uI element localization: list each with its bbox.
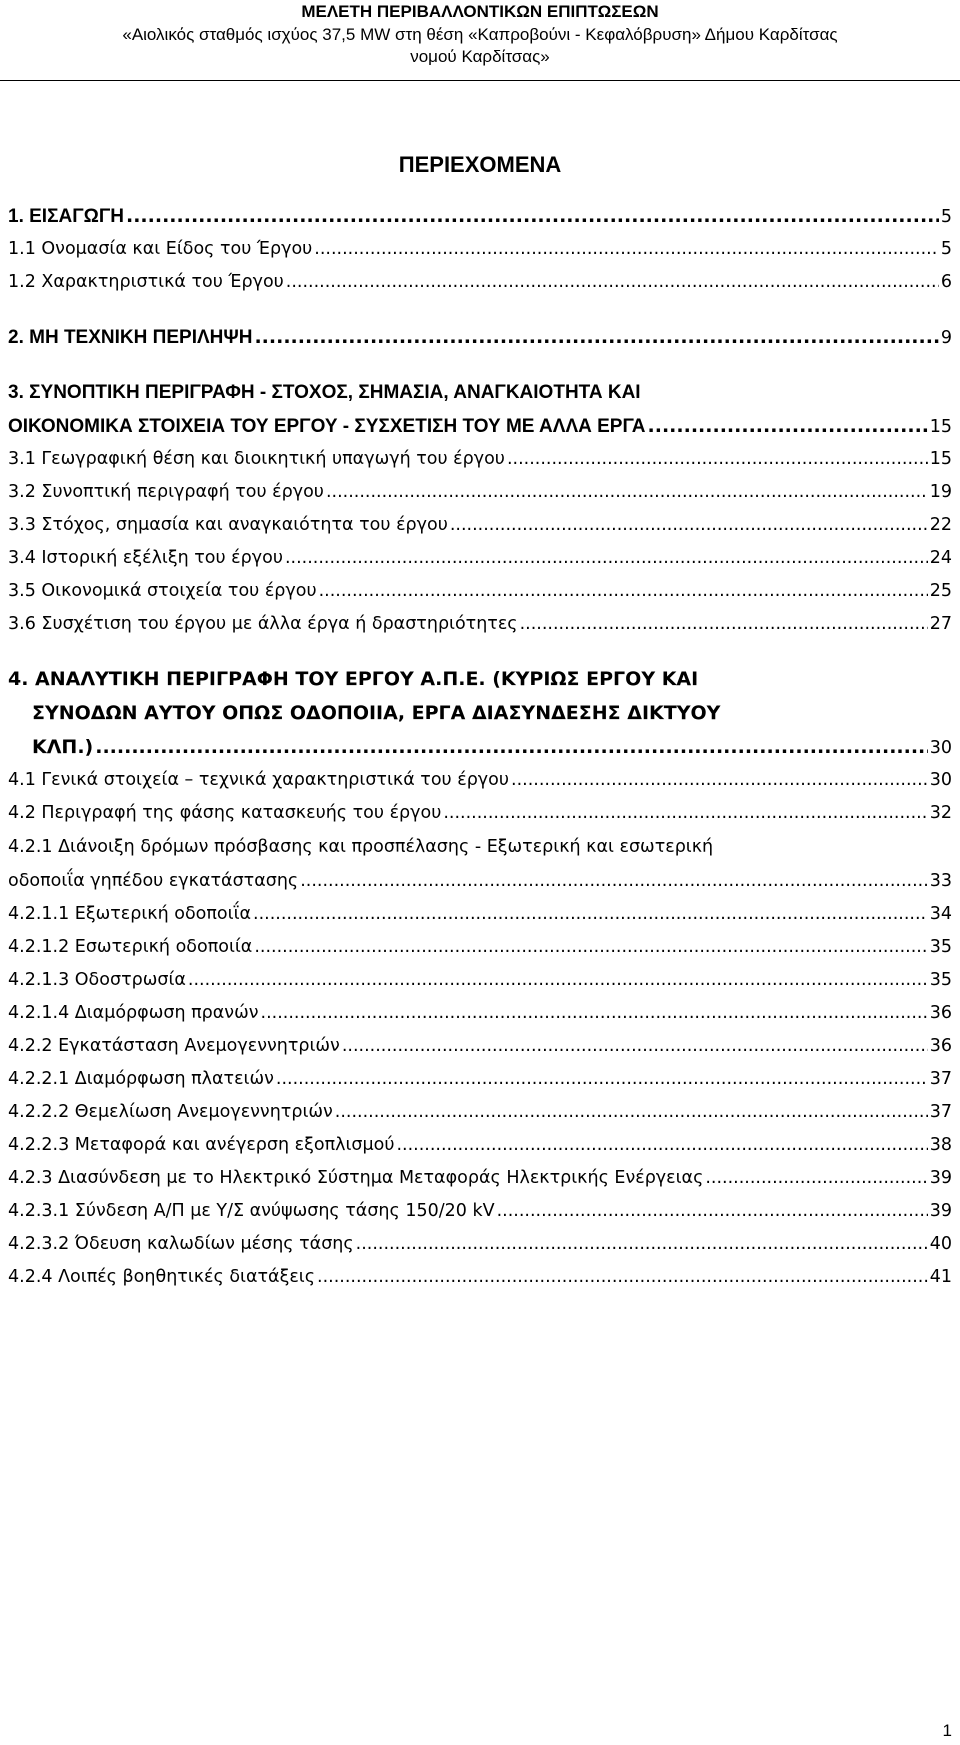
toc-entry[interactable]: [8, 542, 952, 575]
toc-entry[interactable]: [8, 931, 952, 964]
toc-entry-label: 3.3 Στόχος, σημασία και αναγκαιότητα του έργου: [8, 515, 448, 535]
toc-entry-page: 6: [940, 272, 952, 292]
toc-entry-label: 4.2.3 Διασύνδεση με το Ηλεκτρικό Σύστημα Μεταφοράς Ηλεκτρικής Ενέργειας: [8, 1168, 704, 1188]
toc-entry-page: 19: [929, 482, 952, 502]
toc-entry[interactable]: [8, 797, 952, 830]
toc-entry[interactable]: [8, 509, 952, 542]
toc-entry-page: 36: [929, 1003, 952, 1023]
toc-entry[interactable]: [8, 1096, 952, 1129]
toc-entry-page: 36: [929, 1036, 952, 1056]
toc-entry-label: 4.2.4 Λοιπές βοηθητικές διατάξεις: [8, 1267, 315, 1287]
toc-leader: [326, 476, 928, 509]
header-subtitle-cont: νομού Καρδίτσας»: [410, 47, 550, 66]
toc-leader: [705, 1162, 927, 1195]
toc-entry-page: 30: [929, 738, 952, 758]
toc-leader: [261, 997, 928, 1030]
toc-leader: [254, 931, 927, 964]
toc-leader: [648, 410, 928, 443]
toc-leader: [254, 321, 938, 354]
toc-leader: [314, 233, 939, 266]
toc-leader: [450, 509, 928, 542]
header-subtitle: «Αιολικός σταθμός ισχύος 37,5 MW στη θέση «Καπροβούνι - Κεφαλόβρυση» Δήμου Καρδίτσας: [122, 25, 838, 44]
toc-entry-page: 37: [929, 1069, 952, 1089]
toc-entry-page: 25: [929, 581, 952, 601]
toc-entry-page: 40: [929, 1234, 952, 1254]
toc-entry[interactable]: [8, 233, 952, 266]
toc-entry-page: 5: [940, 239, 952, 259]
toc-entry[interactable]: [8, 200, 952, 234]
toc-entry-page: 15: [929, 449, 952, 469]
toc-entry[interactable]: [8, 1030, 952, 1063]
toc-entry-label: 4.2 Περιγραφή της φάσης κατασκευής του έργου: [8, 803, 442, 823]
toc-entry-label: 4.2.2.1 Διαμόρφωση πλατειών: [8, 1069, 274, 1089]
document-header: [0, 0, 960, 81]
toc-entry-page: 30: [929, 770, 952, 790]
toc-entry-page: 39: [929, 1168, 952, 1188]
toc-leader: [319, 575, 928, 608]
toc-entry[interactable]: [8, 266, 952, 299]
toc-leader: [497, 1195, 928, 1228]
toc-entry[interactable]: [8, 764, 952, 797]
toc-entry[interactable]: [8, 997, 952, 1030]
toc-leader: [396, 1129, 927, 1162]
toc-entry-label: 4.2.1.3 Οδοστρωσία: [8, 970, 186, 990]
toc-entry-page: 22: [929, 515, 952, 535]
toc-entry[interactable]: [8, 1228, 952, 1261]
toc-entry-label: οδοποιΐα γηπέδου εγκατάστασης: [8, 871, 299, 891]
toc-entry-label: 4.2.2.3 Μεταφορά και ανέγερση εξοπλισμού: [8, 1135, 395, 1155]
toc-entry-line[interactable]: 4.2.1 Διάνοιξη δρόμων πρόσβασης και προσπέλασης - Εξωτερική και εσωτερική: [8, 837, 714, 857]
toc-entry[interactable]: [8, 898, 952, 931]
toc-entry-label: ΚΛΠ.): [32, 736, 94, 758]
toc-entry[interactable]: [8, 476, 952, 509]
toc-leader: [253, 898, 928, 931]
toc-leader: [300, 865, 928, 898]
toc-entry-label: 4.2.2.2 Θεμελίωση Ανεμογεννητριών: [8, 1102, 333, 1122]
toc-entry-label: 4.2.1.4 Διαμόρφωση πρανών: [8, 1003, 259, 1023]
toc-leader: [520, 608, 928, 641]
toc-entry[interactable]: [8, 608, 952, 641]
toc-entry-label: 3.2 Συνοπτική περιγραφή του έργου: [8, 482, 324, 502]
toc-entry-label: ΟΙΚΟΝΟΜΙΚΑ ΣΤΟΙΧΕΙΑ ΤΟΥ ΕΡΓΟΥ - ΣΥΣΧΕΤΙΣΗ ΤΟΥ ΜΕ ΑΛΛΑ ΕΡΓΑ: [8, 416, 646, 437]
toc-leader: [356, 1228, 928, 1261]
toc-leader: [188, 964, 928, 997]
header-title: ΜΕΛΕΤΗ ΠΕΡΙΒΑΛΛΟΝΤΙΚΩΝ ΕΠΙΠΤΩΣΕΩΝ: [301, 2, 659, 21]
toc-entry[interactable]: [8, 1162, 952, 1195]
toc-entry-label: 4.2.2 Εγκατάσταση Ανεμογεννητριών: [8, 1036, 340, 1056]
toc-entry-label: 4.2.3.1 Σύνδεση Α/Π με Υ/Σ ανύψωσης τάσης 150/20 kV: [8, 1201, 495, 1221]
toc-entry-page: 35: [929, 970, 952, 990]
toc-entry-page: 15: [929, 417, 952, 437]
toc-entry-page: 27: [929, 614, 952, 634]
toc-entry[interactable]: [8, 575, 952, 608]
toc-entry-label: 1.2 Χαρακτηριστικά του Έργου: [8, 272, 284, 292]
toc-entry-label: 3.5 Οικονομικά στοιχεία του έργου: [8, 581, 317, 601]
toc-entry[interactable]: [8, 964, 952, 997]
toc-leader: [317, 1261, 928, 1294]
toc-entry-label: 4.1 Γενικά στοιχεία – τεχνικά χαρακτηριστικά του έργου: [8, 770, 509, 790]
toc-leader: [286, 266, 939, 299]
toc-entry[interactable]: [8, 410, 952, 444]
toc-entry-label: 3.1 Γεωγραφική θέση και διοικητική υπαγωγή του έργου: [8, 449, 505, 469]
toc-entry[interactable]: [8, 443, 952, 476]
toc-title: ΠΕΡΙΕΧΟΜΕΝΑ: [398, 152, 562, 177]
toc-entry[interactable]: [8, 1129, 952, 1162]
toc-entry-page: 41: [929, 1267, 952, 1287]
toc-entry-line[interactable]: ΣΥΝΟΔΩΝ ΑΥΤΟΥ ΟΠΩΣ ΟΔΟΠΟΙΙΑ, ΕΡΓΑ ΔΙΑΣΥΝΔΕΣΗΣ ΔΙΚΤΥΟΥ: [32, 702, 721, 724]
toc-entry[interactable]: [8, 865, 952, 898]
toc-entry-page: 33: [929, 871, 952, 891]
toc-entry-page: 9: [940, 328, 952, 348]
toc-leader: [507, 443, 928, 476]
toc-entry-line[interactable]: 3. ΣΥΝΟΠΤΙΚΗ ΠΕΡΙΓΡΑΦΗ - ΣΤΟΧΟΣ, ΣΗΜΑΣΙΑ, ΑΝΑΓΚΑΙΟΤΗΤΑ ΚΑΙ: [8, 382, 641, 403]
toc-entry-page: 5: [940, 207, 952, 227]
toc-entry-page: 38: [929, 1135, 952, 1155]
toc-entry-label: 2. ΜΗ ΤΕΧΝΙΚΗ ΠΕΡΙΛΗΨΗ: [8, 327, 253, 348]
toc-leader: [511, 764, 928, 797]
toc-entry[interactable]: [32, 731, 952, 765]
toc-entry-line[interactable]: 4. ΑΝΑΛΥΤΙΚΗ ΠΕΡΙΓΡΑΦΗ ΤΟΥ ΕΡΓΟΥ Α.Π.Ε. (ΚΥΡΙΩΣ ΕΡΓΟΥ ΚΑΙ: [8, 668, 699, 690]
toc-entry-label: 1.1 Ονομασία και Είδος του Έργου: [8, 239, 313, 259]
page-number: 1: [942, 1721, 952, 1740]
toc-entry-label: 4.2.1.1 Εξωτερική οδοποιΐα: [8, 904, 251, 924]
toc-entry-label: 1. ΕΙΣΑΓΩΓΗ: [8, 206, 124, 227]
toc-entry-page: 34: [929, 904, 952, 924]
toc-entry-label: 3.4 Ιστορική εξέλιξη του έργου: [8, 548, 283, 568]
toc-entry-label: 4.2.3.2 Όδευση καλωδίων μέσης τάσης: [8, 1234, 354, 1254]
toc-leader: [126, 200, 939, 233]
toc-entry[interactable]: [8, 321, 952, 355]
toc-leader: [335, 1096, 928, 1129]
toc-entry-page: 32: [929, 803, 952, 823]
toc-leader: [342, 1030, 928, 1063]
toc-entry-page: 37: [929, 1102, 952, 1122]
toc-entry-page: 39: [929, 1201, 952, 1221]
toc-entry-page: 35: [929, 937, 952, 957]
toc-entry[interactable]: [8, 1261, 952, 1294]
toc-entry-label: 4.2.1.2 Εσωτερική οδοποιία: [8, 937, 253, 957]
toc-leader: [95, 731, 927, 764]
toc-leader: [276, 1063, 928, 1096]
toc-leader: [285, 542, 928, 575]
toc-entry[interactable]: [8, 1063, 952, 1096]
toc-entry-page: 24: [929, 548, 952, 568]
toc-entry[interactable]: [8, 1195, 952, 1228]
toc-leader: [443, 797, 927, 830]
toc-entry-label: 3.6 Συσχέτιση του έργου με άλλα έργα ή δραστηριότητες: [8, 614, 518, 634]
